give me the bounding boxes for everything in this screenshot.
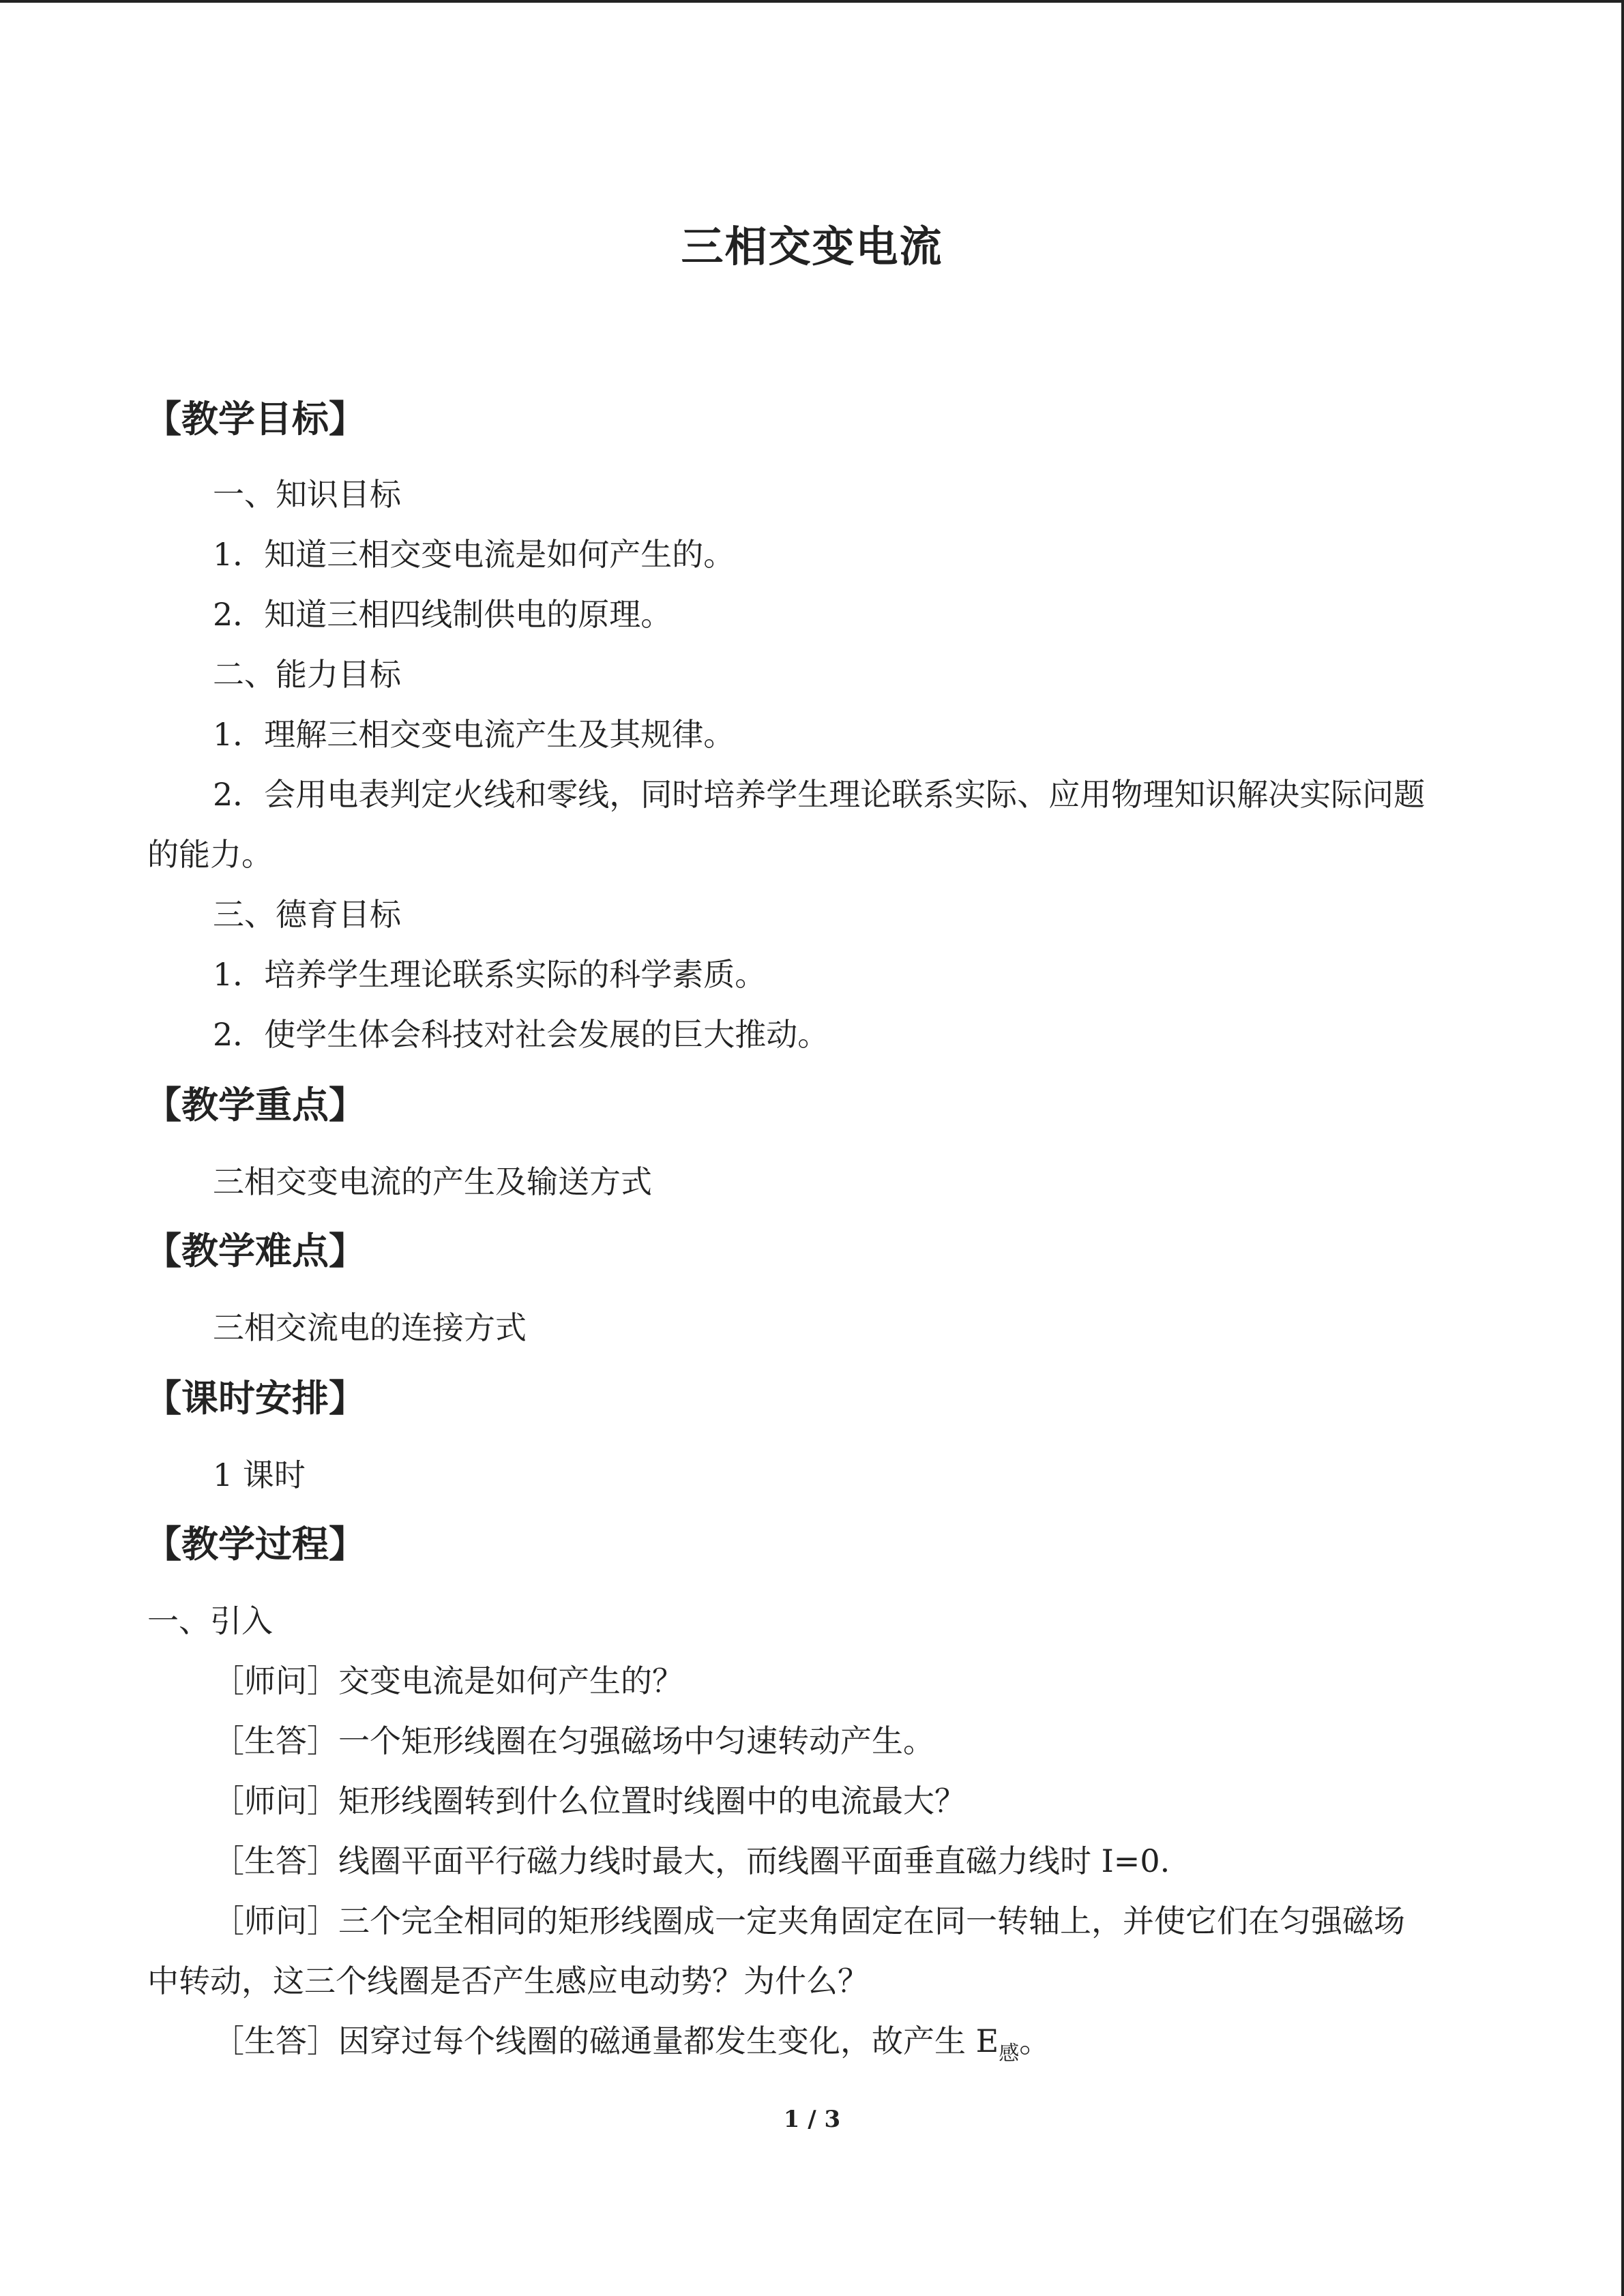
dialogue-q1: ［师问］交变电流是如何产生的？ <box>213 1663 683 1699</box>
moral-item-1: 1．培养学生理论联系实际的科学素质。 <box>213 956 767 993</box>
heading-process: 【教学过程】 <box>145 1523 366 1566</box>
dialogue-a2: ［生答］线圈平面平行磁力线时最大，而线圈平面垂直磁力线时 I=0. <box>213 1843 1170 1879</box>
knowledge-item-2: 2．知道三相四线制供电的原理。 <box>213 596 673 633</box>
dialogue-a3-end: 。 <box>1019 2023 1051 2059</box>
document-title: 三相交变电流 <box>681 222 943 271</box>
heading-key-points: 【教学重点】 <box>145 1084 366 1127</box>
dialogue-a3-main: ［生答］因穿过每个线圈的磁通量都发生变化，故产生 E <box>213 2023 999 2059</box>
ability-item-1: 1．理解三相交变电流产生及其规律。 <box>213 716 735 753</box>
heading-schedule: 【课时安排】 <box>145 1377 366 1420</box>
ability-title: 二、能力目标 <box>213 656 401 693</box>
key-points-text: 三相交变电流的产生及输送方式 <box>213 1163 652 1200</box>
heading-difficulties: 【教学难点】 <box>145 1229 366 1272</box>
dialogue-q2: ［师问］矩形线圈转到什么位置时线圈中的电流最大？ <box>213 1783 966 1819</box>
dialogue-a3 <box>213 2023 1051 2066</box>
page-right-border <box>1621 0 1624 2296</box>
ability-item-2-cont: 的能力。 <box>147 836 273 873</box>
dialogue-a3-subscript: 感 <box>999 2042 1020 2066</box>
dialogue-a1: ［生答］一个矩形线圈在匀强磁场中匀速转动产生。 <box>213 1723 934 1759</box>
page-number: 1 / 3 <box>783 2106 841 2133</box>
knowledge-item-1: 1．知道三相交变电流是如何产生的。 <box>213 536 735 573</box>
dialogue-q3-cont: 中转动，这三个线圈是否产生感应电动势？为什么？ <box>147 1963 869 1999</box>
intro-title: 一、引入 <box>147 1602 273 1639</box>
ability-item-2: 2．会用电表判定火线和零线，同时培养学生理论联系实际、应用物理知识解决实际问题 <box>213 776 1426 813</box>
page-top-border <box>0 0 1624 3</box>
difficulties-text: 三相交流电的连接方式 <box>213 1309 527 1346</box>
heading-objectives: 【教学目标】 <box>145 398 366 441</box>
knowledge-title: 一、知识目标 <box>213 476 401 513</box>
schedule-text: 1 课时 <box>213 1457 306 1493</box>
moral-title: 三、德育目标 <box>213 896 401 933</box>
dialogue-q3: ［师问］三个完全相同的矩形线圈成一定夹角固定在同一转轴上，并使它们在匀强磁场 <box>213 1903 1405 1939</box>
moral-item-2: 2．使学生体会科技对社会发展的巨大推动。 <box>213 1016 829 1053</box>
